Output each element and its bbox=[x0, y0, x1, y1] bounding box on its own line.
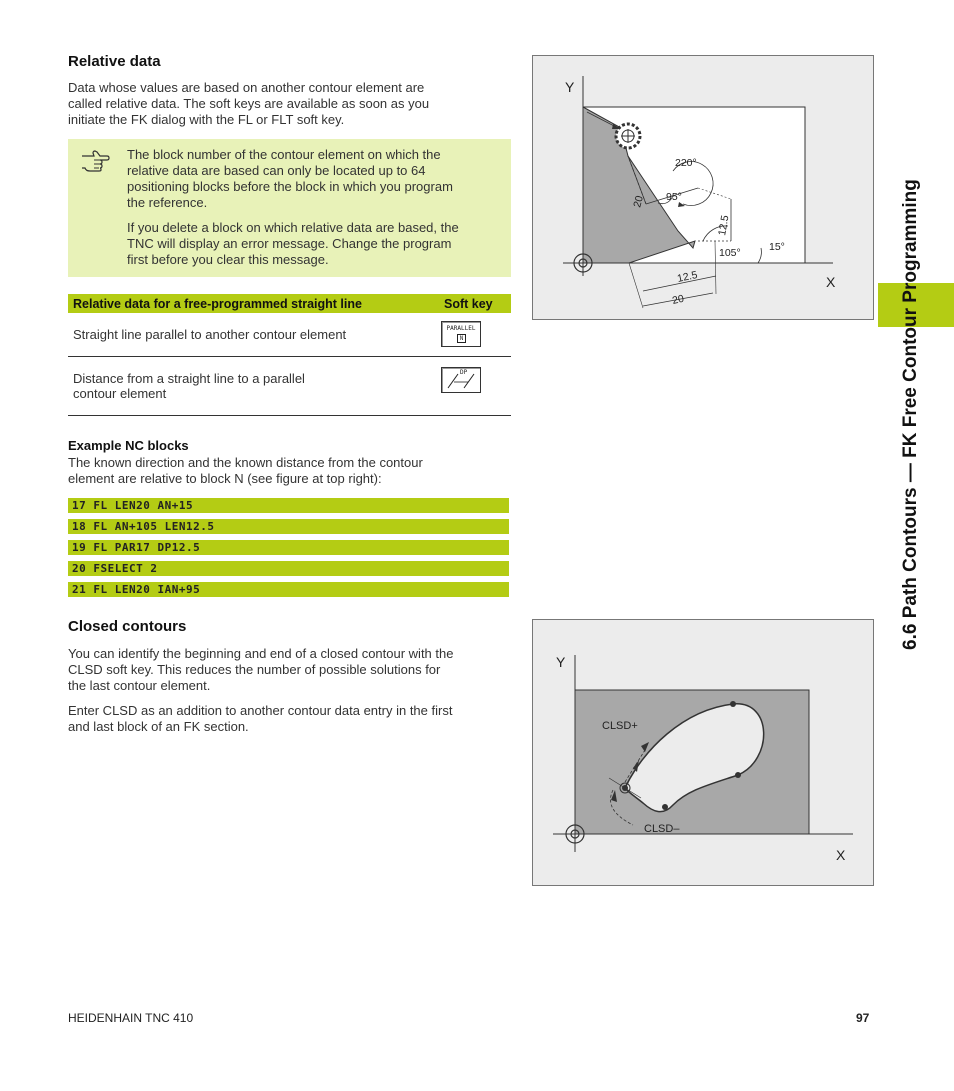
figure2-axis-y: Y bbox=[556, 654, 566, 670]
code-line: 18 FL AN+105 LEN12.5 bbox=[68, 519, 509, 534]
length-label-20-top: 20 bbox=[631, 194, 646, 209]
angle-label-220: 220° bbox=[675, 157, 697, 169]
note-paragraph-2: If you delete a block on which relative data are based, the TNC will display an error message. Change the program first before you clear this message. bbox=[127, 220, 459, 267]
parallel-softkey[interactable]: PARALLEL N bbox=[441, 321, 481, 347]
code-line: 20 FSELECT 2 bbox=[68, 561, 509, 576]
relative-data-heading: Relative data bbox=[68, 53, 161, 70]
length-label-20-bottom: 20 bbox=[671, 292, 686, 307]
footer-product: HEIDENHAIN TNC 410 bbox=[68, 1011, 194, 1025]
softkey-table bbox=[68, 294, 511, 416]
row-description: Straight line parallel to another contour element bbox=[68, 313, 439, 356]
dp-softkey[interactable]: DP bbox=[441, 367, 481, 393]
parallel-distance-icon bbox=[442, 368, 480, 392]
code-line: 19 FL PAR17 DP12.5 bbox=[68, 540, 509, 555]
table-header-description: Relative data for a free-programmed straight line bbox=[68, 294, 439, 313]
table-header-softkey: Soft key bbox=[439, 294, 511, 313]
code-line: 21 FL LEN20 IAN+95 bbox=[68, 582, 509, 597]
table-row bbox=[68, 356, 511, 415]
closed-contours-heading: Closed contours bbox=[68, 618, 187, 635]
length-label-12-5-bottom: 12.5 bbox=[676, 268, 699, 285]
distance-label-12-5: 12.5 bbox=[716, 214, 732, 237]
closed-contour-figure bbox=[532, 619, 874, 886]
nc-code-block bbox=[68, 498, 509, 597]
milling-cutter-icon bbox=[616, 124, 640, 148]
relative-data-intro: Data whose values are based on another contour element are called relative data. The soft keys are available as soon as you initiate the FK dialog with the FL or FLT soft key. bbox=[68, 80, 430, 127]
page-number: 97 bbox=[856, 1011, 870, 1025]
angle-label-95: 95° bbox=[666, 191, 682, 203]
clsd-plus-label: CLSD+ bbox=[602, 720, 638, 732]
row-description: Distance from a straight line to a parallel contour element bbox=[68, 356, 439, 415]
pointing-hand-icon bbox=[80, 149, 110, 173]
note-box bbox=[68, 139, 511, 277]
closed-contour-drawing bbox=[533, 620, 873, 885]
example-heading: Example NC blocks bbox=[68, 438, 189, 453]
closed-para-1: You can identify the beginning and end of a closed contour with the CLSD soft key. This reduces the number of possible solutions for the last contour element. bbox=[68, 646, 454, 693]
figure2-axis-x: X bbox=[836, 847, 846, 863]
relative-data-figure bbox=[532, 55, 874, 320]
code-line: 17 FL LEN20 AN+15 bbox=[68, 498, 509, 513]
table-row bbox=[68, 313, 511, 356]
figure1-axis-y: Y bbox=[565, 79, 575, 95]
clsd-minus-label: CLSD– bbox=[644, 823, 680, 835]
example-intro: The known direction and the known distance from the contour element are relative to block N (see figure at top right): bbox=[68, 455, 423, 486]
angle-label-15: 15° bbox=[769, 241, 785, 253]
relative-data-drawing bbox=[533, 56, 873, 319]
note-paragraph-1: The block number of the contour element on which the relative data are based can only be located up to 64 positioning blocks before the block in which you program the reference. bbox=[127, 147, 453, 210]
figure1-axis-x: X bbox=[826, 274, 836, 290]
angle-label-105: 105° bbox=[719, 247, 741, 259]
closed-para-2: Enter CLSD as an addition to another contour data entry in the first and last block of an FK section. bbox=[68, 703, 453, 734]
